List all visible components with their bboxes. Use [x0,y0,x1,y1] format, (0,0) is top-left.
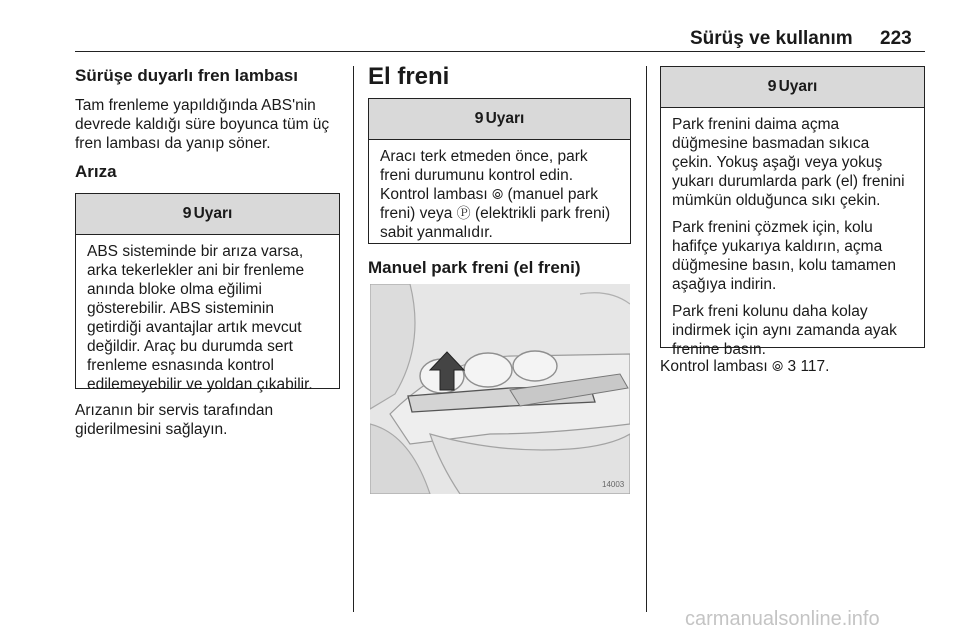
text-line: mümkün olduğunca sıkı çekin. [672,192,881,209]
warning-icon: 9 [474,110,484,127]
text-line: Park frenini çözmek için, kolu [672,219,873,236]
section-heading-parking-brake: El freni [368,63,450,90]
text-line: Park freni kolunu daha kolay [672,303,868,320]
text-line [380,185,621,204]
text-line: frenine basın. [672,341,766,358]
text-line: Park frenini daima açma [672,116,840,133]
text-line: fren lambası da yanıp söner. [75,135,271,152]
abs-warning-box [75,193,340,393]
text-line: frenleme esnasında kontrol [87,357,274,374]
warning-title: Uyarı [193,205,233,222]
column-divider-right [646,66,647,612]
text-line: düğmesine basmadan sıkıca [672,135,870,152]
warning-icon: 9 [767,78,777,95]
subheading-fault: Arıza [75,162,117,181]
electric-parking-brake-lamp-icon: Ⓟ [456,205,471,221]
warning-header [76,194,339,235]
warning-header [369,99,630,140]
page-reference-link[interactable]: 117. [800,358,830,375]
warning-header [661,67,924,108]
warning-body [661,108,924,374]
parking-brake-warning-box [368,98,631,244]
text-line: arka tekerlekler ani bir frenleme [87,262,305,279]
text-line: Aracı terk etmeden önce, park [380,148,588,165]
parking-brake-lamp-icon: ⦾ [772,358,784,374]
text-line: edilemeyebilir ve yoldan çıkabilir. [87,376,313,393]
text-span: (elektrikli park freni) [470,205,611,222]
text-span: (manuel park [503,186,598,203]
text-span: freni) veya [380,205,457,222]
handbrake-illustration [370,284,630,494]
text-line: sabit yanmalıdır. [380,224,493,241]
page-number: 223 [880,28,912,49]
text-line: hafifçe yukarıya kaldırın, açma [672,238,883,255]
text-line: giderilmesini sağlayın. [75,421,228,438]
subheading-manual-brake: Manuel park freni (el freni) [368,258,581,277]
text-line: aşağıya indirin. [672,276,777,293]
text-line: anında bloke olma eğilimi [87,281,262,298]
warning-title: Uyarı [485,110,525,127]
text-line: Tam frenleme yapıldığında ABS'nin [75,97,316,114]
text-line: getirdiği avantajlar artık mevcut [87,319,302,336]
page-reference-arrow-icon: 3 [787,358,797,375]
brake-light-intro [75,96,345,153]
handbrake-drawing [370,284,630,494]
warning-paragraph [672,218,915,294]
parking-brake-lamp-icon: ⦾ [492,186,504,202]
section-heading-brake-light: Sürüşe duyarlı fren lambası [75,66,298,85]
warning-paragraph [672,302,915,359]
parking-brake-usage-warning-box [660,66,925,358]
text-line: freni durumunu kontrol edin. [380,167,574,184]
header-title: Sürüş ve kullanım [690,28,853,49]
text-line: yukarı durumlarda park (el) frenini [672,173,905,190]
warning-body [369,140,630,246]
warning-icon: 9 [182,205,192,222]
text-line: Arızanın bir servis tarafından [75,402,274,419]
text-line: indirmek için aynı zamanda ayak [672,322,897,339]
watermark: carmanualsonline.info [685,608,880,630]
text-line: gösterebilir. ABS sisteminin [87,300,274,317]
control-lamp-reference [660,357,829,376]
text-line [380,204,621,223]
column-divider-left [353,66,354,612]
warning-paragraph [672,115,915,210]
text-line: düğmesine basın, kolu tamamen [672,257,897,274]
text-span: Kontrol lambası [380,186,492,203]
fault-outro [75,401,345,439]
warning-title: Uyarı [778,78,818,95]
text-line: değildir. Araç bu durumda sert [87,338,293,355]
text-line: ABS sisteminde bir arıza varsa, [87,243,304,260]
image-code: 14003 [602,480,625,489]
text-line: çekin. Yokuş aşağı veya yokuş [672,154,883,171]
text-span: Kontrol lambası [660,358,772,375]
header-divider [75,51,925,52]
text-line: devrede kaldığı süre boyunca tüm üç [75,116,330,133]
warning-body [76,235,339,398]
